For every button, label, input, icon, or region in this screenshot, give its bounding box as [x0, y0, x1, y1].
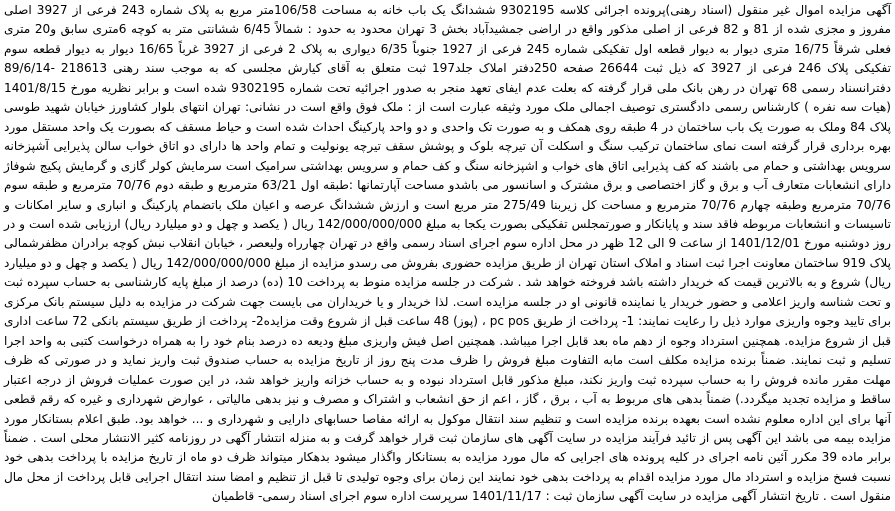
auction-notice-text: آگهی مزایده اموال غیر منقول (اسناد رهنی)پرونده اجرائی کلاسه 9302195 ششدانگ یک باب خانه به مساحت 106/58متر مربع به پلاک شماره 243 فرعی از 3927 اصلی مفروز و مجزی شده از 81 و 82 فرعی از اصلی مذکور واقع در اراضی جمشیدآباد بخش 3 تهران محدود به حدود : شمالاً 6/45 ششانتی متر به کوچه 6متری سابق و20 متری فعلی شرقاً 16/75 متری دیوار به دیوار قطعه اول تفکیکی شماره 245 فرعی از 1927 جنوباً 6/35 دیواری به پلاک 2 فرعی از 3927 غرباً 16/65 دیوار به دیوار قطعه سوم تفکیکی پلاک 246 فرعی از 3927 که ذیل ثبت 26644 صفحه 250دفتر املاک جلد197 ثبت متعلق به آقای کیارش مجلسی که به موجب سند رهنی 218613 -89/6/14 دفترانسناد رسمی 68 تهران در رهن بانک ملی قرار گرفته که بعلت عدم ایفای تعهد منجر به صدور اجرائیه تحت شماره 9302195 شده است و برابر نظریه مورخ 1401/8/15 (هیات سه نفره ) کارشناس رسمی دادگستری توصیف اجمالی ملک مورد وثیقه عبارت است از : ملک فوق واقع است در نشانی: تهران انتهای بلوار کشاورز خیابان شهید طوسی پلاک 84 وملک به صورت یک باب ساختمان در 4 طبقه روی همکف و به صورت تک واحدی و دو واحد پارکینگ احداث شده است و حیاط مسقف که بصورت یک واحد مستقل مورد بهره برداری قرار گرفته است نمای ساختمان ترکیب سنگ و اسکلت آن تیرچه بلوک و پوشش سقف تیرچه یونولیت و تمام واحد ها دارای دو اتاق خواب سالن پذیرایی آشپزخانه سرویس بهداشتی و حمام می باشند که کف پذیرایی اتاق های خواب و اشپزخانه سنگ و کف حمام و سرویس بهداشتی سرامیک است سرمایش کولر گازی و گرمایش پکیج شوفاژ دارای انشعابات متعارف آب و برق و گاز اختصاصی و برق مشترک و اسانسور می باشدو مساحت آپارتمانها :طبقه اول 63/21 مترمربع و طبقه دوم 70/76 مترمربع و طبقه سوم 70/76 مترمربع وطبقه چهارم 70/76 مترمربع و مساحت کل زیربنا 275/49 متر مربع است و ارزش ششدانگ عرصه و اعیان ملک باتضمام پارکینگ و انباری و سایر امکانات و تاسیسات و انشعابات مربوطه فاقد سند و پایانکار و صورتمجلس تفکیکی بصورت یکجا به مبلغ 142/000/000/000 ریال ( یکصد و چهل و دو میلیارد ریال) ارزیابی شده است و در روز دوشنبه مورخ 1401/12/01 از ساعت 9 الی 12 ظهر در محل اداره سوم اجرای اسناد رسمی واقع در تهران چهارراه ولیعصر ، خیابان انقلاب نبش کوچه برادران مظفرشمالی پلاک 919 ساختمان معاونت اجرا ثبت اسناد و املاک استان تهران از طریق مزایده حضوری بفروش می رسدو مزایده از مبلغ 142/000/000/000 ریال ( یکصد و چهل و دو میلیارد ریال) شروع و به بالاترین قیمت که خریدار داشته باشد فروخته خواهد شد . شرکت در جلسه مزایده منوط به پرداخت 10 (ده) درصد از مبلغ پایه کارشناسی به حساب سپرده ثبت و تحت شناسه واریز اعلامی و حضور خریدار یا نماینده قانونی او در جلسه مزایده است. لذا خریدار و یا خریداران می بایست جهت شرکت در مزایده به دلیل سیستم بانک مرکزی برای تایید وجوه واریزی موارد ذیل را رعایت نمایند: 1- پرداخت از طریق pc pos ، (پوز) 48 ساعت قبل از شروع وقت مزایده2- پرداخت از طریق سیستم بانکی 72 ساعت اداری قبل از شروع مزایده. همچنین استرداد وجوه از دهم ماه بعد قابل اجرا میباشد. همچنین اصل فیش واریزی مبلغ ودیعه ده درصد بنام خود را به همراه درخواست کتبی به واحد اجرا تسلیم و ثبت نمایند. ضمناً برنده مزایده مکلف است مابه التفاوت مبلغ فروش را ظرف مدت پنج روز از تاریخ مزایده به حساب صندوق ثبت واریز نماید و در صورتی که ظرف مهلت مقرر مانده فروش را به حساب سپرده ثبت واریز نکند، مبلغ مذکور قابل استرداد نبوده و به حساب خزانه واریز خواهد شد، در این صورت عملیات فروش از درجه اعتبار ساقط و مزایده تجدید میگردد.) ضمناً بدهی های مربوط به آب ، برق ، گاز ، اعم از حق انشعاب و اشتراک و مصرف و نیز بدهی مالیاتی ، عوارض شهرداری و غیره که رقم قطعی آنها برای این اداره معلوم نشده است بعهده برنده مزایده است و تنظیم سند انتقال موکول به ارائه مفاصا حسابهای دارایی و شهرداری و ... خواهد بود. طبق اعلام بستانکار مورد مزایده بیمه می باشد این آگهی پس از تائید فرآیند مزایده در سایت آگهی های سازمان ثبت قرار خواهد گرفت و به منزله انتشار آگهی در روزنامه کثیر الانتشار محلی است . ضمناً برابر ماده 39 مکرر آئین نامه اجرای در کلیه پرونده های اجرایی که مال مورد مزایده به بستانکار واگذار میشود بدهکار میتواند ظرف دو ماه از تاریخ مزایده با پرداخت بدهی خود نسبت فسخ مزایده و استرداد مال مورد مزایده اقدام به پرداخت بدهی خود نمایند این زمان برای وجوه تولیدی تا قبل از تنظیم و امضا سند انتقال اجرایی قابل پرداخت از محل مال منقول است . تاریخ انتشار آگهی مزایده در سایت آگهی سازمان ثبت : 1401/11/17 سرپرست اداره سوم اجرای اسناد رسمی- قاطمیان [4, 3, 892, 504]
